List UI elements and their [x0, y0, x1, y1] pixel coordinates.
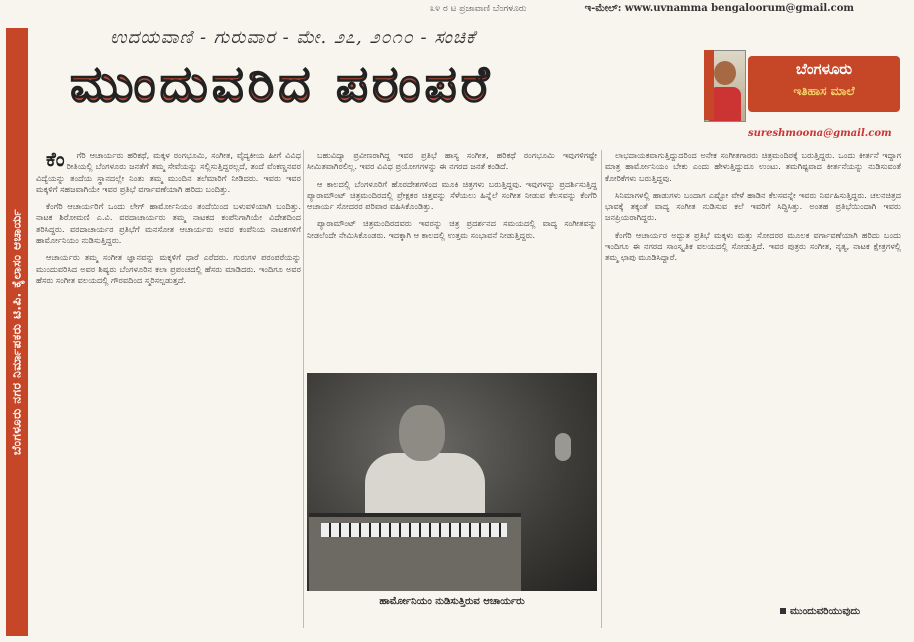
harmonium-keys	[321, 523, 507, 537]
paragraph: ಕೆಂಗೆರಿ ಆಚಾರ್ಯರು ಹರಿಕಥೆ, ಮಕ್ಕಳ ರಂಗಭೂಮಿ, ಸಂಗೀತ, ವೈದ್ಯಕೀಯ ಹೀಗೆ ವಿವಿಧ ರೀತಿಯಲ್ಲಿ ಬೆಂಗಳೂರು ಜನತೆಗೆ ತಮ್ಮ ಸೇವೆಯನ್ನು ಸಲ್ಲಿಸುತ್ತಿದ್ದರಲ್ಲದೆ, ತಂದೆ ವೆಂಕಣ್ಣನವರ ವಿದ್ಯೆಯನ್ನು ತಂದೆಯ ಸ್ಥಾನದಲ್ಲೇ ನಿಂತು ತಮ್ಮ ಮುಂದಿನ ತಲೆಮಾರಿಗೆ ನೀಡಿದರು. ಇವರು ಇವರ ಮಕ್ಕಳಿಗೆ ಸಹಜವಾಗಿಯೇ ಇವರ ಪ್ರತಿಭೆ ವರ್ಗಾವಣೆಯಾಗಿ ಹರಿದು ಬಂದಿತ್ತು.	[36, 150, 301, 194]
photo-person-head	[399, 405, 445, 461]
microphone-icon	[555, 433, 571, 461]
paragraph: ಆ ಕಾಲದಲ್ಲಿ ಬೆಂಗಳೂರಿಗೆ ಹೊರದೇಶಗಳಿಂದ ಮೂಕಿ ಚಿತ್ರಗಳು ಬರುತ್ತಿದ್ದವು. ಇವುಗಳನ್ನು ಪ್ರದರ್ಶಿಸುತ್ತಿದ್ದ ಪ್ಯಾರಾಮೌಂಟ್ ಚಿತ್ರಮಂದಿರದಲ್ಲಿ ಪ್ರೇಕ್ಷಕರ ಚಿತ್ತವನ್ನು ಸೆಳೆಯಲು ಹಿನ್ನೆಲೆ ಸಂಗೀತ ನೀಡುವ ಕೆಲಸವನ್ನು ಕೆಂಗೆರಿ ಆಚಾರ್ಯ ಸೋದರರ ಪರಿವಾರ ವಹಿಸಿಕೊಂಡಿತ್ತು.	[307, 178, 597, 212]
continued-marker	[780, 606, 860, 617]
column-header	[704, 50, 900, 142]
paragraph: ಪ್ಯಾರಾಮೌಂಟ್ ಚಿತ್ರಮಂದಿರದವರು ಇವರನ್ನು ಚಿತ್ರ ಪ್ರದರ್ಶನದ ಸಮಯದಲ್ಲಿ ವಾದ್ಯ ಸಂಗೀತವನ್ನು ನೀಡಲೆಂದೇ ನೇಮಿಸಿಕೊಂಡರು. ಇದಕ್ಕಾಗಿ ಆ ಕಾಲದಲ್ಲಿ ಉತ್ತಮ ಸಂಭಾವನೆ ನೀಡುತ್ತಿದ್ದರು.	[307, 218, 597, 240]
paragraph: ಬಹುವಿದ್ಯಾ ಪ್ರವೀಣರಾಗಿದ್ದ ಇವರ ಪ್ರತಿಭೆ ಹಾಸ್ಯ ಸಂಗೀತ, ಹರಿಕಥೆ ರಂಗಭೂಮಿ ಇವುಗಳಿಗಷ್ಟೇ ಸೀಮಿತವಾಗಿರಲಿಲ್ಲ. ಇವರ ವಿವಿಧ ಪ್ರಯೋಗಗಳನ್ನು ಈ ನಗರದ ಜನತೆ ಕಂಡಿದೆ.	[307, 150, 597, 172]
article-column-3	[605, 150, 901, 602]
column-tag	[704, 50, 714, 120]
photo-caption: ಹಾರ್ಮೋನಿಯಂ ನುಡಿಸುತ್ತಿರುವ ಆಚಾರ್ಯರು	[379, 596, 525, 607]
side-banner-text: ಬೆಂಗಳೂರು ನಗರ ನಿರ್ಮಾಪಕರು ಟಿ.ಪಿ. ಕೈಲಾಸಂ ಆಚಾರ್ಯ	[9, 208, 24, 456]
dateline: ಉದಯವಾಣಿ - ಗುರುವಾರ - ಮೇ. ೨೭, ೨೦೧೦ - ಸಂಚಿಕೆ	[110, 27, 476, 48]
author-email: sureshmoona@gmail.com	[748, 128, 892, 139]
column-divider	[303, 150, 304, 628]
paragraph: ಲಾಭದಾಯಕವಾಗುತ್ತಿದ್ದುದರಿಂದ ಅನೇಕ ಸಂಗೀತಗಾರರು ಚಿತ್ರಮಂದಿರಕ್ಕೆ ಬರುತ್ತಿದ್ದರು. ಒಂದು ಕೀರ್ತನೆ ಇದ್ದಾಗ ಮಾತ್ರ ಹಾರ್ಮೋನಿಯಂ ಬೇಕು ಎಂದು ಹೇಳುತ್ತಿದ್ದುದೂ ಉಂಟು. ತಮಗಿಷ್ಟವಾದ ಕೀರ್ತನೆಯನ್ನು ನುಡಿಸುವಂತೆ ಕೋರಿಕೆಗಳು ಬರುತ್ತಿದ್ದವು.	[605, 150, 901, 183]
page-email: ಇ-ಮೇಲ್: www.uvnamma bengaloorum@gmail.com	[584, 3, 854, 14]
bullet-square-icon	[780, 608, 786, 614]
paragraph: ಆಚಾರ್ಯರು ತಮ್ಮ ಸಂಗೀತ ಜ್ಞಾನವನ್ನು ಮಕ್ಕಳಿಗೆ ಧಾರೆ ಎರೆದರು. ಗುರುಗಳ ಪರಂಪರೆಯನ್ನು ಮುಂದುವರಿಸಿದ ಅವರ ಶಿಷ್ಯರು ಬೆಂಗಳೂರಿನ ಕಲಾ ಪ್ರಪಂಚದಲ್ಲಿ ಹೆಸರು ಮಾಡಿದರು. ಇಂದಿಗೂ ಅವರ ಹೆಸರು ಸಂಗೀತ ವಲಯದಲ್ಲಿ ಗೌರವದಿಂದ ಸ್ಮರಿಸಲ್ಪಡುತ್ತದೆ.	[36, 252, 301, 285]
headline: ಮುಂದುವರಿದ ಪರಂಪರೆ	[70, 55, 494, 113]
author-face	[714, 61, 736, 85]
top-bar	[0, 0, 914, 20]
column-subtitle: ಇತಿಹಾಸ ಮಾಲೆ	[793, 84, 855, 98]
side-banner	[6, 28, 28, 636]
paragraph: ಕೆಂಗೆರಿ ಆಚಾರ್ಯರ ಅದ್ಭುತ ಪ್ರತಿಭೆ ಮಕ್ಕಳು ಮತ್ತು ಸೋದರರ ಮೂಲಕ ವರ್ಗಾವಣೆಯಾಗಿ ಹರಿದು ಬಂದು ಇಂದಿಗೂ ಈ ನಗರದ ಸಾಂಸ್ಕೃತಿಕ ವಲಯದಲ್ಲಿ ಸೋಡುತ್ತಿದೆ. ಇವರ ಪುತ್ರರು ಸಂಗೀತ, ನೃತ್ಯ, ನಾಟಕ ಕ್ಷೇತ್ರಗಳಲ್ಲಿ ತಮ್ಮ ಛಾಪು ಮೂಡಿಸಿದ್ದಾರೆ.	[605, 229, 901, 263]
column-divider	[601, 150, 602, 628]
continued-label: ಮುಂದುವರಿಯುವುದು	[790, 606, 861, 617]
article-column-1	[36, 150, 301, 628]
column-title-box	[748, 56, 900, 112]
paragraph: ಸಿನಿಮಾಗಳಲ್ಲಿ ಹಾಡುಗಳು ಬಂದಾಗ ಎಷ್ಟೋ ವೇಳೆ ಹಾಡಿನ ಕೆಲಸವನ್ನೇ ಇವರು ನಿರ್ವಹಿಸುತ್ತಿದ್ದರು. ಚಲನಚಿತ್ರದ ಭಾವಕ್ಕೆ ತಕ್ಕಂತೆ ವಾದ್ಯ ಸಂಗೀತ ನುಡಿಸುವ ಕಲೆ ಇವರಿಗೆ ಸಿದ್ಧಿಸಿತ್ತು. ಅಂತಹ ಪ್ರತಿಭೆಯಿಂದಾಗಿ ಇವರು ಜನಪ್ರಿಯರಾಗಿದ್ದರು.	[605, 189, 901, 223]
column-title: ಬೆಂಗಳೂರು	[795, 60, 853, 78]
page-info: ೩೪ ರ ಟ ಪ್ರಜಾವಾಣಿ ಬೆಂಗಳೂರು	[430, 4, 527, 14]
paragraph: ಕೆಂಗೆರಿ ಆಚಾರ್ಯರಿಗೆ ಒಂದು ಲೇಗ್ ಹಾರ್ಮೋನಿಯಂ ತಂದೆಯಿಂದ ಬಳುವಳಿಯಾಗಿ ಬಂದಿತ್ತು. ನಾಟಕ ಶಿರೋಮಣಿ ಎ.ವಿ. ವರದಾಚಾರ್ಯರು ತಮ್ಮ ನಾಟಕದ ಕಂಪೆನಿಗಾಗಿಯೇ ವಿದೇಶದಿಂದ ತರಿಸಿದ್ದರು. ವರದಾಚಾರ್ಯರ ಪ್ರತಿಭೆಗೆ ಮನಸೋತ ಆಚಾರ್ಯರು ಅವರ ಕಂಪೆನಿಯ ನಾಟಕಗಳಿಗೆ ಹಾರ್ಮೋನಿಯಂ ನುಡಿಸುತ್ತಿದ್ದರು.	[36, 201, 301, 246]
harmonium-photo	[307, 373, 597, 591]
article-column-2	[307, 150, 597, 368]
